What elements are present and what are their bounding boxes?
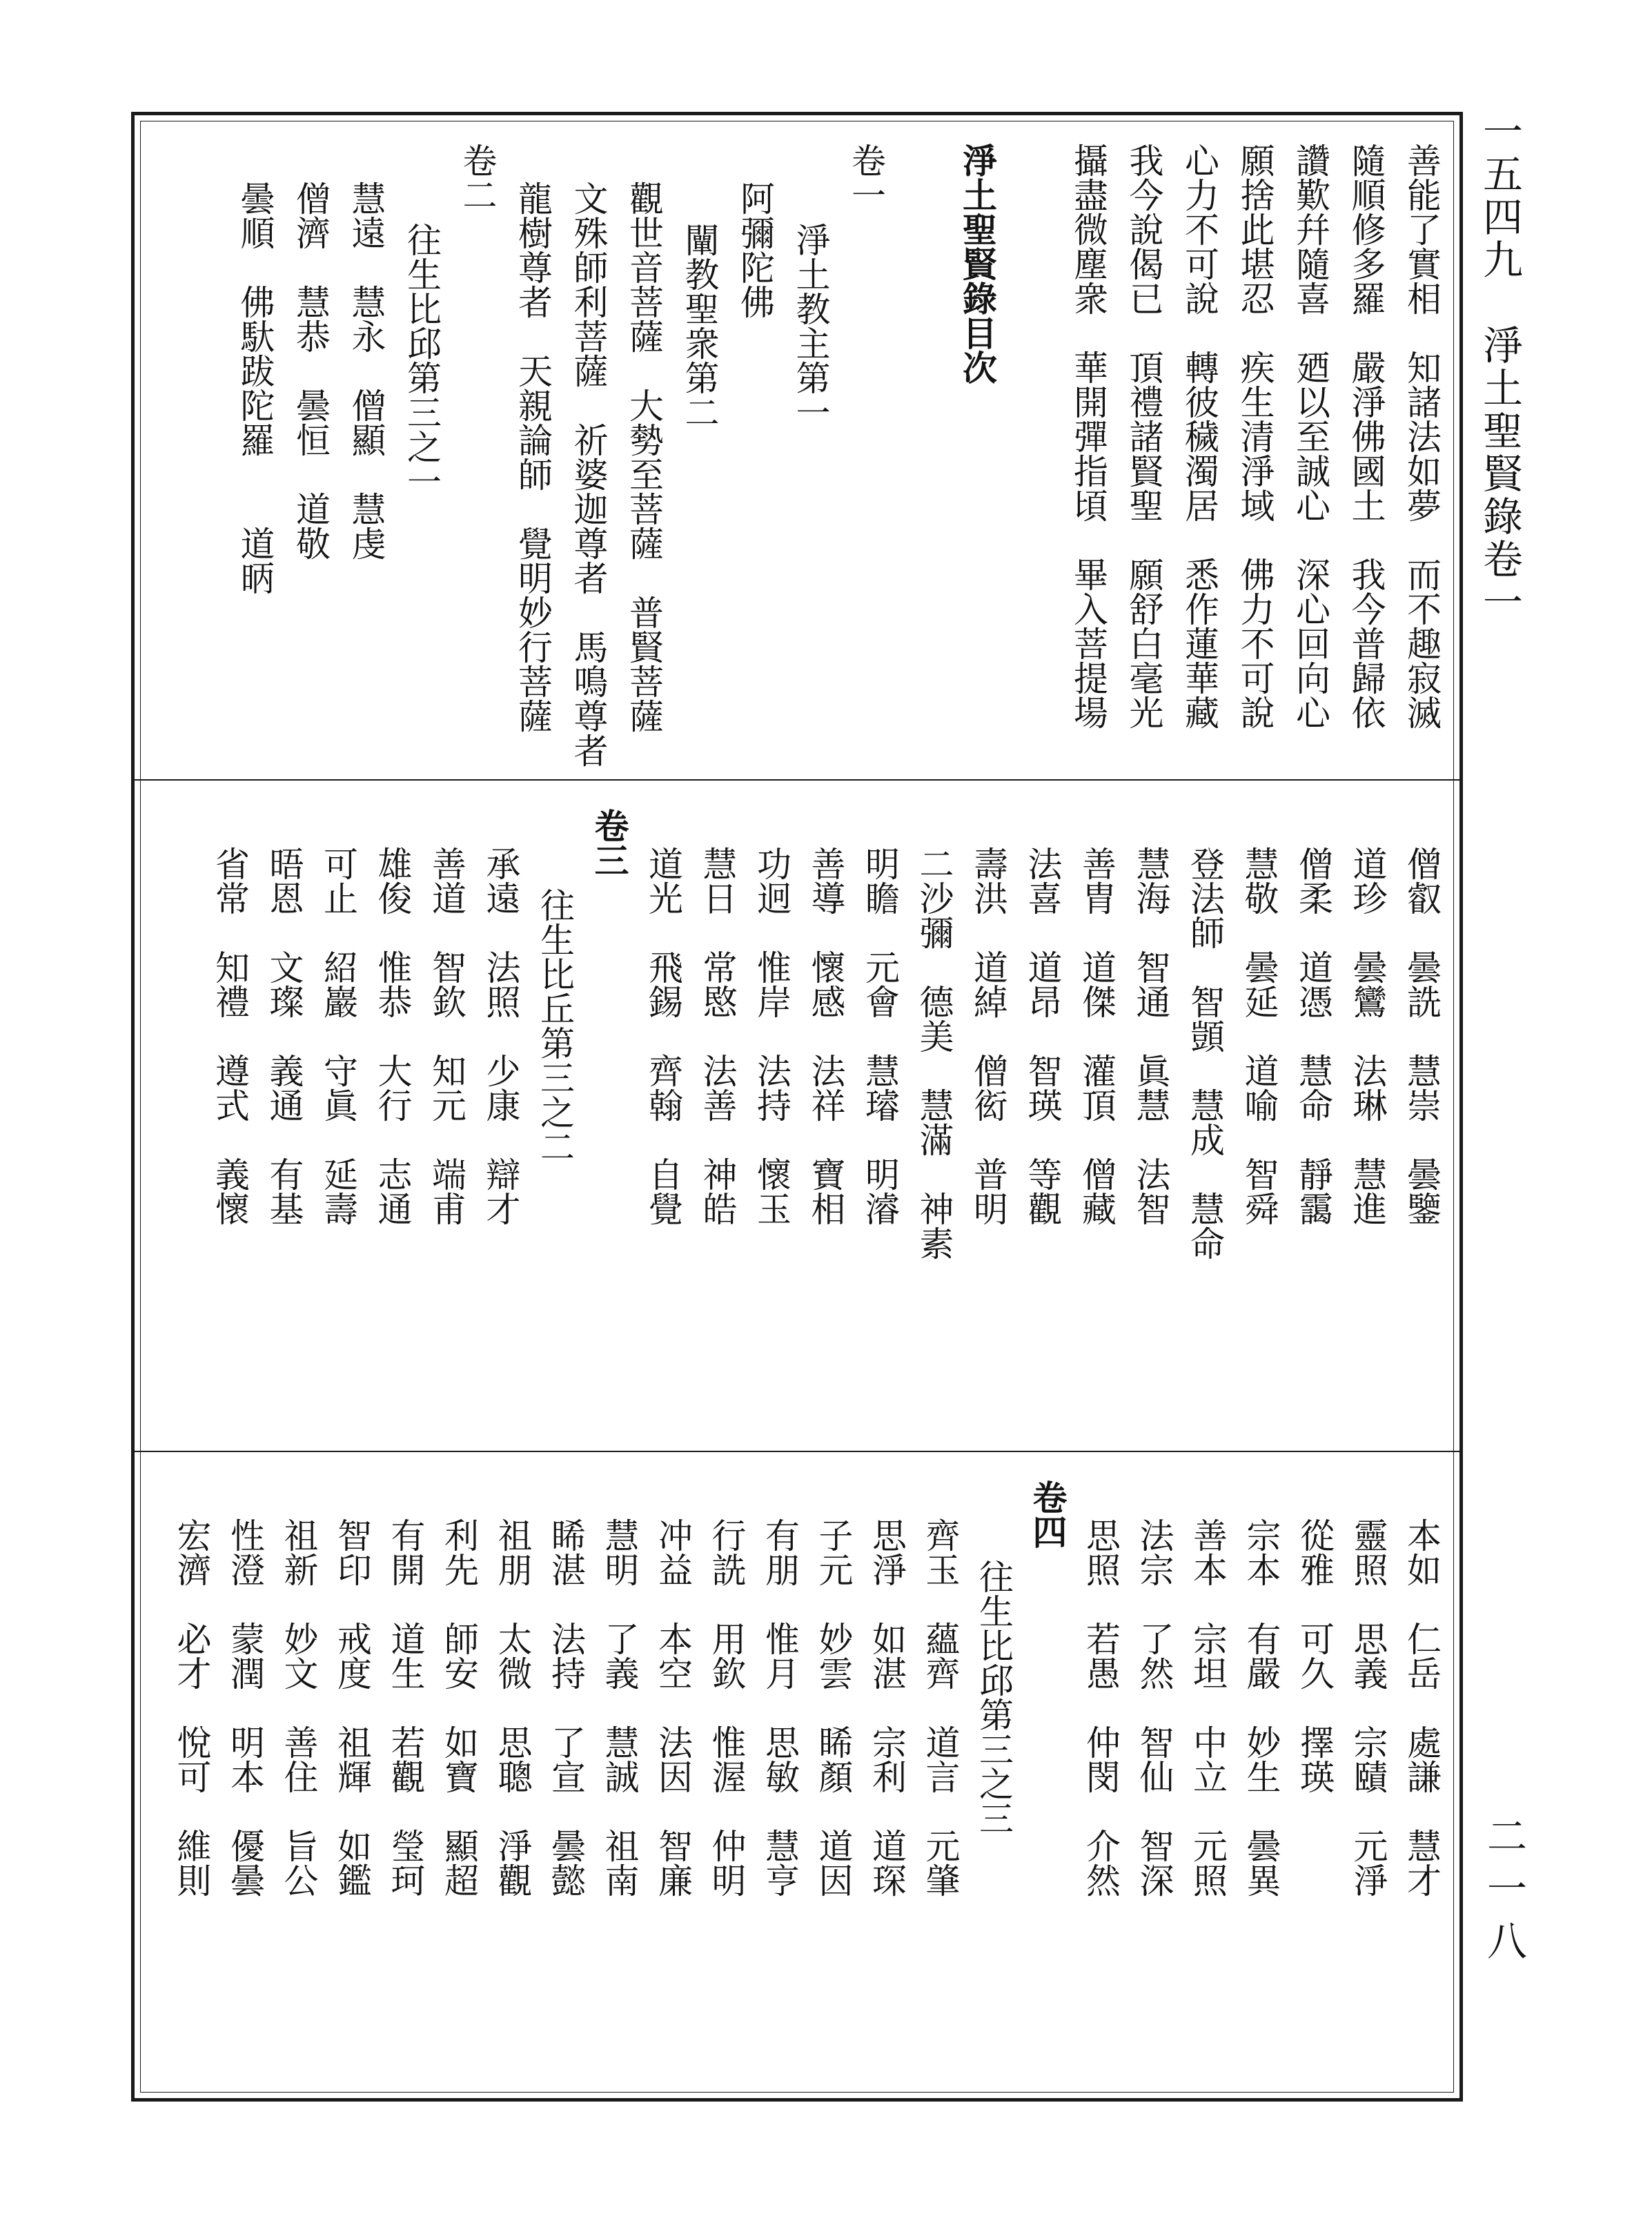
toc-column: 善能了實相 知諸法如夢 而不趣寂滅 (1402, 143, 1442, 730)
toc-column: 卷一 (846, 143, 886, 212)
toc-column: 有朋 惟月 思敏 慧亨 (760, 1518, 800, 1897)
toc-column: 思淨 如湛 宗利 道琛 (867, 1518, 907, 1897)
toc-column: 阿彌陀佛 (735, 181, 775, 319)
running-header: 一五四九 淨土聖賢錄卷一 (1476, 110, 1523, 624)
toc-column: 慧日 常愍 法善 神皓 (697, 846, 738, 1226)
toc-column: 善本 宗坦 中立 元照 (1188, 1518, 1228, 1897)
toc-column: 冲益 本空 法因 智廉 (653, 1518, 693, 1897)
toc-column: 善導 懷感 法祥 寶相 (805, 846, 846, 1226)
toc-heading: 卷四 (1027, 1480, 1068, 1549)
toc-column: 子元 妙雲 睎顏 道因 (813, 1518, 854, 1897)
toc-column: 往生比邱第三之三 (974, 1559, 1014, 1835)
toc-column: 隨順修多羅 嚴淨佛國土 我今普歸依 (1346, 143, 1386, 730)
toc-column: 承遠 法照 少康 辯才 (480, 846, 521, 1226)
page-number: 二一八 (1480, 1815, 1527, 1972)
section-bottom (135, 1452, 1459, 2105)
toc-heading: 淨土聖賢錄目次 (957, 143, 998, 384)
toc-column: 思照 若愚 仲閔 介然 (1081, 1518, 1121, 1897)
toc-column: 觀世音菩薩 大勢至菩薩 普賢菩薩 (624, 181, 664, 733)
toc-column: 二沙彌 德美 慧滿 神素 (914, 846, 954, 1260)
toc-column: 利先 師安 如寶 顯超 (439, 1518, 479, 1897)
toc-column: 祖新 妙文 善住 旨公 (278, 1518, 319, 1897)
toc-column: 晤恩 文璨 義通 有基 (264, 846, 304, 1226)
page-frame (131, 112, 1463, 2102)
toc-column: 文殊師利菩薩 祈婆迦尊者 馬鳴尊者 (568, 181, 609, 767)
toc-column: 淨土教主第一 (790, 222, 831, 429)
toc-column: 明瞻 元會 慧璿 明濬 (860, 846, 900, 1226)
toc-column: 願捨此堪忍 疾生清淨域 佛力不可說 (1235, 143, 1275, 730)
toc-column: 法喜 道昂 智瑛 等觀 (1022, 846, 1063, 1226)
toc-column: 雄俊 惟恭 大行 志通 (372, 846, 413, 1226)
toc-column: 登法師 智顗 慧成 慧命 (1185, 846, 1225, 1260)
toc-column: 曇順 佛馱跋陀羅 道昞 (235, 181, 275, 595)
toc-column: 智印 戒度 祖輝 如鑑 (332, 1518, 372, 1897)
toc-column: 慧明 了義 慧誠 祖南 (599, 1518, 640, 1897)
toc-column: 從雅 可久 擇瑛 (1295, 1518, 1335, 1794)
toc-column: 僧叡 曇詵 慧崇 曇鑒 (1402, 846, 1442, 1226)
toc-column: 法宗 了然 智仙 智深 (1134, 1518, 1174, 1897)
toc-column: 攝盡微塵衆 華開彈指頃 畢入菩提場 (1068, 143, 1108, 730)
section-top (135, 115, 1459, 779)
toc-column: 善胄 道傑 灌頂 僧藏 (1076, 846, 1117, 1226)
toc-column: 道光 飛錫 齊翰 自覺 (643, 846, 683, 1226)
toc-column: 行詵 用欽 惟渥 仲明 (706, 1518, 747, 1897)
toc-column: 卷二 (457, 143, 498, 212)
toc-column: 慧海 智通 眞慧 法智 (1130, 846, 1171, 1226)
toc-column: 壽洪 道綽 僧衒 普明 (968, 846, 1008, 1226)
toc-column: 僧濟 慧恭 曇恒 道敬 (291, 181, 331, 560)
toc-column: 善道 智欽 知元 端甫 (426, 846, 466, 1226)
toc-column: 可止 紹巖 守眞 延壽 (318, 846, 358, 1226)
toc-column: 有開 道生 若觀 瑩珂 (385, 1518, 426, 1897)
toc-column: 靈照 思義 宗賾 元淨 (1348, 1518, 1388, 1897)
toc-column: 功迥 惟岸 法持 懷玉 (751, 846, 791, 1226)
toc-column: 性澄 蒙潤 明本 優曇 (225, 1518, 265, 1897)
toc-column: 讚歎幷隨喜 廼以至誠心 深心回向心 (1290, 143, 1330, 730)
toc-column: 祖朋 太微 思聰 淨觀 (492, 1518, 533, 1897)
toc-column: 睎湛 法持 了宣 曇懿 (546, 1518, 586, 1897)
toc-column: 省常 知禮 遵式 義懷 (210, 846, 250, 1226)
toc-column: 往生比邱第三之一 (402, 222, 442, 498)
toc-column: 宏濟 必才 悅可 維則 (171, 1518, 212, 1897)
toc-column: 道珍 曇鸞 法琳 慧進 (1347, 846, 1388, 1226)
section-middle (135, 781, 1459, 1451)
toc-column: 闡教聖衆第二 (679, 222, 720, 429)
toc-heading: 卷三 (589, 808, 630, 877)
toc-column: 慧遠 慧永 僧顯 慧虔 (346, 181, 386, 560)
toc-column: 往生比丘第三之二 (535, 888, 575, 1164)
toc-column: 齊玉 蘊齊 道言 元肇 (920, 1518, 961, 1897)
toc-column: 心力不可說 轉彼穢濁居 悉作蓮華藏 (1179, 143, 1219, 730)
toc-column: 宗本 有嚴 妙生 曇異 (1241, 1518, 1281, 1897)
toc-column: 龍樹尊者 天親論師 覺明妙行菩薩 (513, 181, 553, 733)
toc-column: 我今說偈已 頂禮諸賢聖 願舒白毫光 (1123, 143, 1164, 730)
toc-column: 本如 仁岳 處謙 慧才 (1402, 1518, 1442, 1897)
toc-column: 僧柔 道憑 慧命 靜靄 (1293, 846, 1333, 1226)
toc-column: 慧敬 曇延 道喻 智舜 (1239, 846, 1279, 1226)
